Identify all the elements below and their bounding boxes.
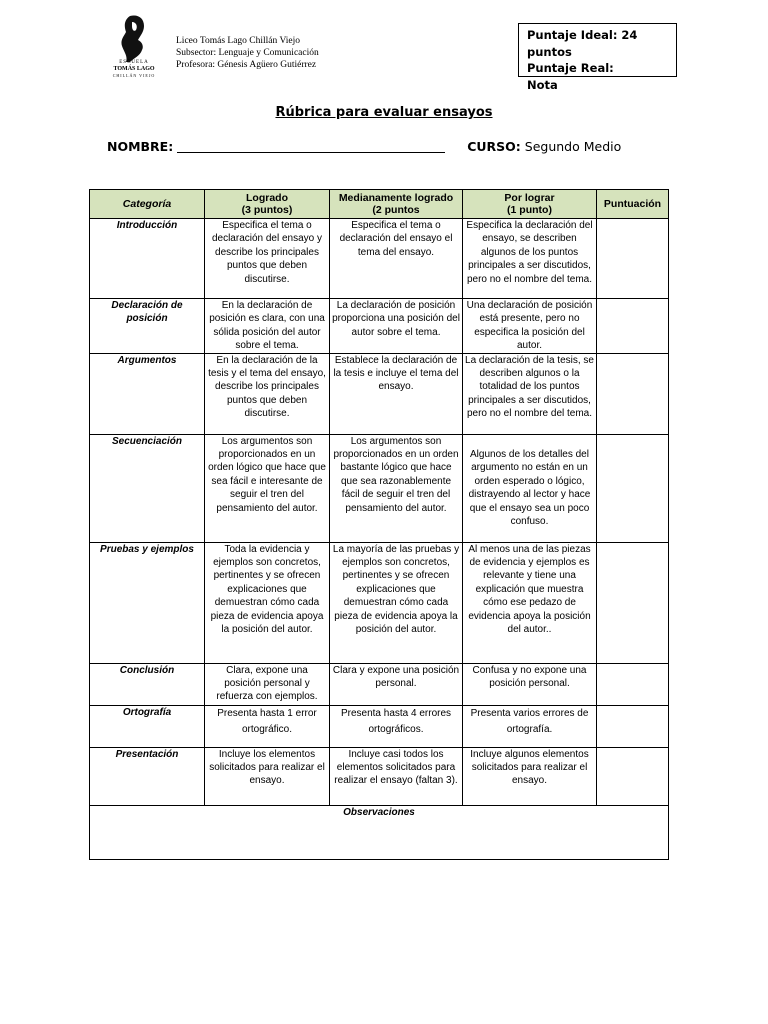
row-logrado: Especifica el tema o declaración del ensayo y describe los principales puntos que deben discutirse. — [205, 219, 330, 299]
row-porlograr: Al menos una de las piezas de evidencia y ejemplos es relevante y tiene una explicación que muestra cómo ese pedazo de evidencia apoya la posición del autor.. — [463, 542, 597, 663]
row-medio: Los argumentos son proporcionados en un orden bastante lógico que hace que sea razonablemente fácil de seguir el tren del pensamiento del autor. — [330, 434, 463, 542]
row-medio: Presenta hasta 4 errores ortográficos. — [330, 705, 463, 747]
table-row — [90, 747, 669, 805]
logo-small-bottom: CHILLÁN VIEJO — [112, 73, 156, 78]
header-porlograr-points: (1 punto) — [507, 204, 552, 216]
row-score-cell[interactable] — [597, 434, 669, 542]
row-category: Argumentos — [90, 353, 205, 434]
header-medio — [330, 190, 463, 219]
logo-name: TOMÁS LAGO — [113, 66, 155, 72]
real-score: Puntaje Real: — [527, 61, 614, 75]
grade: Nota — [527, 77, 558, 92]
score-box — [518, 23, 677, 92]
school-info — [176, 35, 319, 71]
row-logrado: Presenta hasta 1 error ortográfico. — [205, 705, 330, 747]
row-score-cell[interactable] — [597, 353, 669, 434]
row-logrado: Toda la evidencia y ejemplos son concretos, pertinentes y se ofrecen explicaciones que demuestran cómo cada pieza de evidencia apoya la posición del autor. — [205, 542, 330, 663]
row-category: Secuenciación — [90, 434, 205, 542]
row-score-cell[interactable] — [597, 219, 669, 299]
row-category: Presentación — [90, 747, 205, 805]
row-score-cell[interactable] — [597, 299, 669, 354]
observations-cell[interactable] — [90, 805, 669, 859]
row-category: Ortografía — [90, 705, 205, 747]
table-row — [90, 542, 669, 663]
page-title — [0, 105, 768, 120]
teacher: Profesora: Génesis Agüero Gutiérrez — [176, 60, 317, 70]
row-porlograr: Algunos de los detalles del argumento no están en un orden esperado o lógico, distrayendo al lector y hace que el ensayo sea un poco confuso. — [463, 434, 597, 542]
row-porlograr: Incluye algunos elementos solicitados para realizar el ensayo. — [463, 747, 597, 805]
header-logrado-label: Logrado — [246, 192, 288, 204]
header-medio-label: Medianamente logrado — [338, 192, 454, 204]
table-header-row — [90, 190, 669, 219]
row-logrado: Los argumentos son proporcionados en un orden lógico que hace que sea fácil e interesante de seguir el tren del pensamiento del autor. — [205, 434, 330, 542]
row-medio: Incluye casi todos los elementos solicitados para realizar el ensayo (faltan 3). — [330, 747, 463, 805]
course-label: CURSO: — [467, 139, 521, 154]
row-category: Declaración de posición — [90, 299, 205, 354]
row-medio: Establece la declaración de la tesis e incluye el tema del ensayo. — [330, 353, 463, 434]
page-title-text: Rúbrica para evaluar ensayos — [275, 105, 493, 120]
school-name: Liceo Tomás Lago Chillán Viejo — [176, 36, 301, 46]
rubric-table — [89, 189, 669, 860]
table-row — [90, 705, 669, 747]
table-row — [90, 219, 669, 299]
header-logrado — [205, 190, 330, 219]
logo-small-top: ESCUELA — [119, 60, 149, 65]
row-medio: Clara y expone una posición personal. — [330, 663, 463, 705]
row-score-cell[interactable] — [597, 747, 669, 805]
table-row — [90, 434, 669, 542]
row-porlograr: Presenta varios errores de ortografía. — [463, 705, 597, 747]
row-logrado: En la declaración de la tesis y el tema del ensayo, describe los principales puntos que deben discutirse. — [205, 353, 330, 434]
row-category: Pruebas y ejemplos — [90, 542, 205, 663]
row-score-cell[interactable] — [597, 542, 669, 663]
table-row — [90, 663, 669, 705]
row-porlograr: Especifica la declaración del ensayo, se describen algunos de los puntos principales a ser discutidos, pero no el nombre del tema. — [463, 219, 597, 299]
header-porlograr — [463, 190, 597, 219]
row-porlograr: Una declaración de posición está presente, pero no especifica la posición del autor. — [463, 299, 597, 354]
header-porlograr-label: Por lograr — [504, 192, 555, 204]
name-field[interactable] — [177, 140, 445, 153]
row-category: Introducción — [90, 219, 205, 299]
row-score-cell[interactable] — [597, 663, 669, 705]
header-medio-points: (2 puntos — [372, 204, 420, 216]
row-medio: La declaración de posición proporciona una posición del autor sobre el tema. — [330, 299, 463, 354]
course-value: Segundo Medio — [524, 139, 622, 154]
header-score: Puntuación — [597, 190, 669, 219]
row-logrado: Clara, expone una posición personal y refuerza con ejemplos. — [205, 663, 330, 705]
row-logrado: Incluye los elementos solicitados para realizar el ensayo. — [205, 747, 330, 805]
header-logrado-points: (3 puntos) — [241, 204, 293, 216]
subsector: Subsector: Lenguaje y Comunicación — [176, 48, 319, 58]
row-medio: Especifica el tema o declaración del ensayo el tema del ensayo. — [330, 219, 463, 299]
table-row — [90, 353, 669, 434]
observations-row — [90, 805, 669, 859]
row-category: Conclusión — [90, 663, 205, 705]
row-score-cell[interactable] — [597, 705, 669, 747]
table-row — [90, 299, 669, 354]
row-porlograr: La declaración de la tesis, se describen algunos o la totalidad de los puntos principales a ser discutidos, pero no el nombre del tema. — [463, 353, 597, 434]
row-logrado: En la declaración de posición es clara, con una sólida posición del autor sobre el tema. — [205, 299, 330, 354]
row-medio: La mayoría de las pruebas y ejemplos son concretos, pertinentes y se ofrecen explicaciones que demuestran cómo cada pieza de evidencia apoya la posición del autor. — [330, 542, 463, 663]
header-category: Categoría — [90, 190, 205, 219]
ideal-score: Puntaje Ideal: 24 puntos — [527, 28, 638, 59]
student-row — [107, 139, 621, 154]
observations-label: Observaciones — [343, 806, 415, 818]
name-label: NOMBRE: — [107, 139, 174, 154]
row-porlograr: Confusa y no expone una posición personal. — [463, 663, 597, 705]
